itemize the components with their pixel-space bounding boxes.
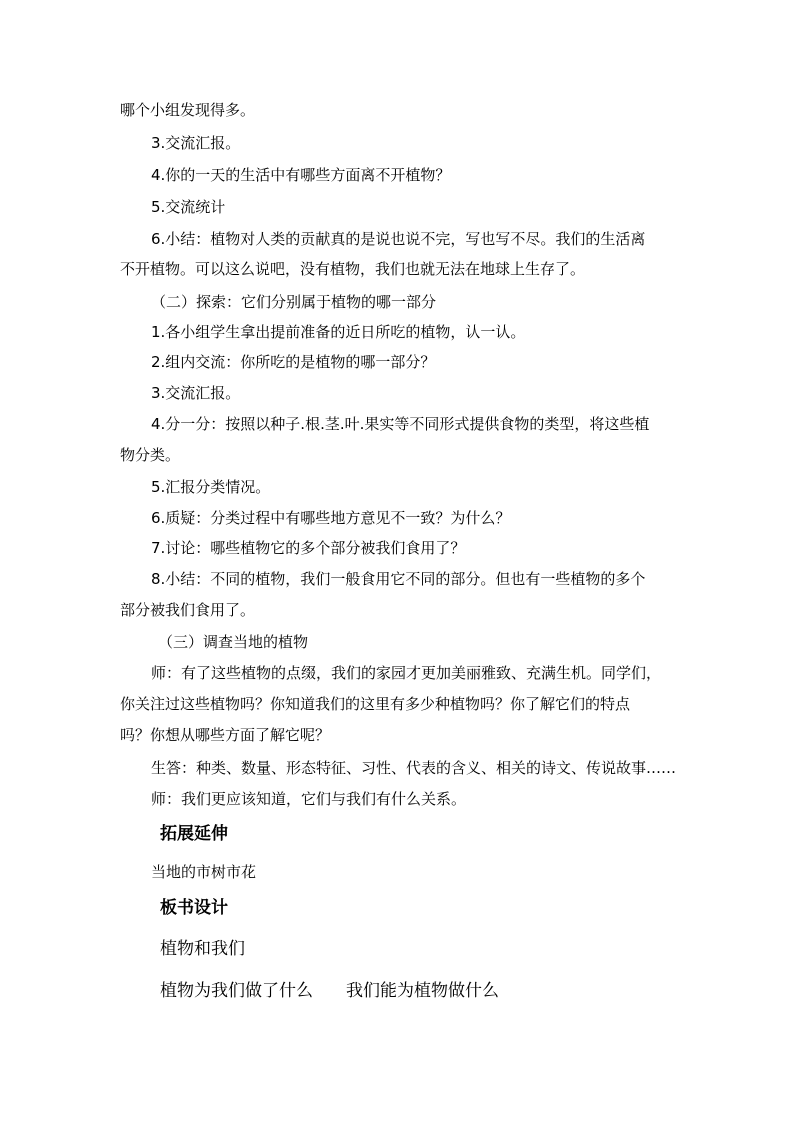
paragraph-line: 不开植物。可以这么说吧，没有植物，我们也就无法在地球上生存了。 xyxy=(120,260,586,278)
extension-heading: 拓展延伸 xyxy=(160,824,228,844)
paragraph-line: 3.交流汇报。 xyxy=(151,384,241,402)
paragraph-line: 7.讨论：哪些植物它的多个部分被我们食用了？ xyxy=(151,539,466,557)
paragraph-line: 哪个小组发现得多。 xyxy=(120,101,256,119)
paragraph-line: 3.交流汇报。 xyxy=(151,134,241,152)
paragraph-line: 4.你的一天的生活中有哪些方面离不开植物？ xyxy=(151,166,451,184)
paragraph-line: 5.交流统计 xyxy=(151,198,226,216)
section-heading: （二）探索：它们分别属于植物的哪一部分 xyxy=(151,293,437,311)
paragraph-line: 5.汇报分类情况。 xyxy=(151,478,271,496)
paragraph-line: 8.小结：不同的植物，我们一般食用它不同的部分。但也有一些植物的多个 xyxy=(151,570,646,588)
paragraph-line: 师：我们更应该知道，它们与我们有什么关系。 xyxy=(151,790,467,808)
paragraph-line: 你关注过这些植物吗？你知道我们的这里有多少种植物吗？你了解它们的特点 xyxy=(120,695,631,713)
paragraph-line: 6.小结：植物对人类的贡献真的是说也说不完，写也写不尽。我们的生活离 xyxy=(151,230,646,248)
board-row-left: 植物为我们做了什么 xyxy=(160,981,313,1001)
paragraph-line: 物分类。 xyxy=(120,446,181,464)
paragraph-line: 1.各小组学生拿出提前准备的近日所吃的植物，认一认。 xyxy=(151,323,526,341)
paragraph-line: 2.组内交流：你所吃的是植物的哪一部分？ xyxy=(151,353,436,371)
paragraph-line: 师：有了这些植物的点缀，我们的家园才更加美丽雅致、充满生机。同学们， xyxy=(151,664,662,682)
paragraph-line: 4.分一分：按照以种子.根.茎.叶.果实等不同形式提供食物的类型，将这些植 xyxy=(151,415,650,433)
paragraph-line: 部分被我们食用了。 xyxy=(120,601,256,619)
board-row-right: 我们能为植物做什么 xyxy=(346,981,499,1001)
paragraph-line: 吗？你想从哪些方面了解它呢？ xyxy=(120,726,331,744)
extension-text: 当地的市树市花 xyxy=(151,863,257,881)
paragraph-line: 生答：种类、数量、形态特征、习性、代表的含义、相关的诗文、传说故事…… xyxy=(151,759,677,777)
board-title: 植物和我们 xyxy=(160,939,245,959)
board-design-heading: 板书设计 xyxy=(160,898,228,918)
section-heading: （三）调查当地的植物 xyxy=(158,633,309,651)
paragraph-line: 6.质疑：分类过程中有哪些地方意见不一致？为什么？ xyxy=(151,509,511,527)
